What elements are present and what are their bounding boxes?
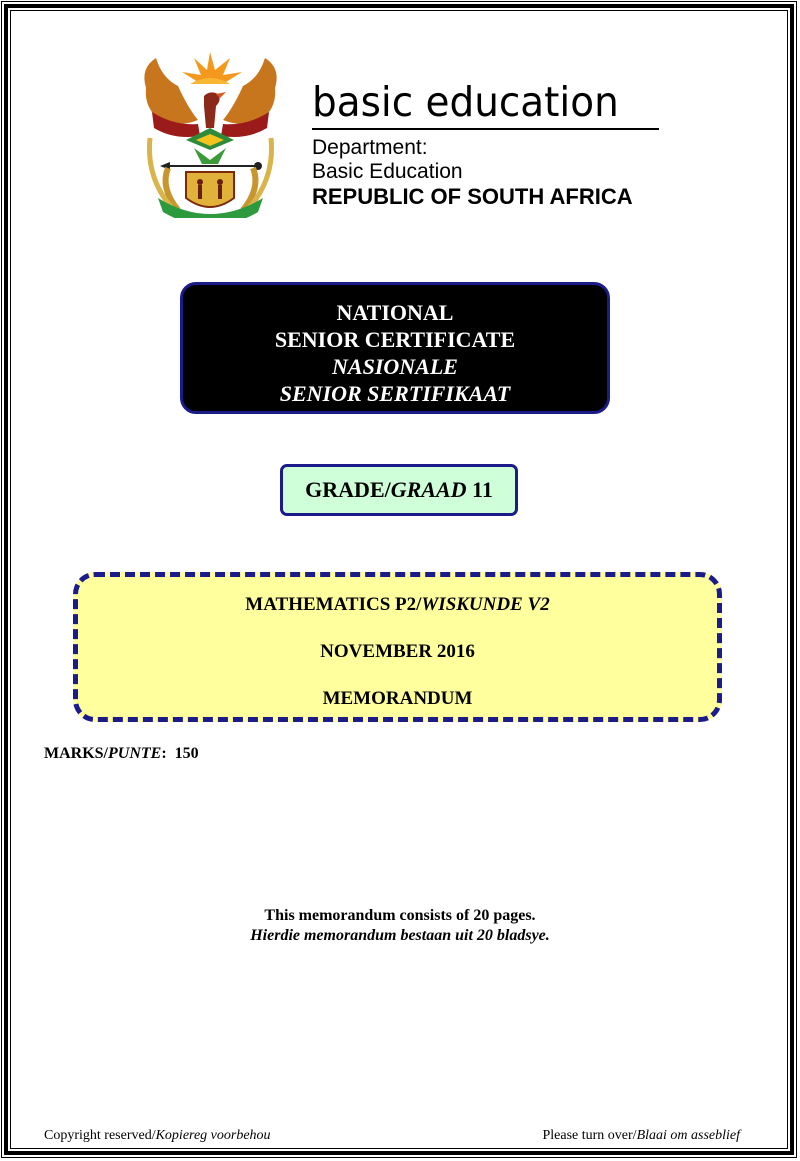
country-name: REPUBLIC OF SOUTH AFRICA — [312, 184, 633, 209]
coat-of-arms-icon — [138, 48, 283, 218]
page-count-en: This memorandum consists of 20 pages. — [264, 907, 536, 924]
footer-turn-over — [542, 1128, 740, 1144]
brand-divider — [312, 128, 659, 130]
grade-label-en: GRADE/ — [305, 477, 391, 502]
turn-over-en: Please turn over/ — [542, 1128, 637, 1143]
subject-panel — [73, 572, 722, 722]
marks-value: 150 — [174, 745, 199, 762]
certificate-line-3: NASIONALE — [332, 354, 458, 379]
copyright-en: Copyright reserved/ — [44, 1128, 156, 1143]
certificate-banner — [180, 282, 610, 414]
brand-title: basic education — [312, 78, 619, 126]
department-branding — [312, 78, 662, 210]
marks-label-en: MARKS/ — [44, 745, 108, 762]
footer-copyright — [44, 1128, 271, 1144]
grade-value: 11 — [466, 477, 493, 502]
total-marks — [44, 745, 199, 763]
exam-date: NOVEMBER 2016 — [320, 641, 475, 662]
subject-title-en: MATHEMATICS P2/ — [245, 594, 422, 615]
subject-title — [78, 594, 717, 616]
department-label: Department: — [312, 136, 428, 159]
document-type: MEMORANDUM — [322, 688, 473, 709]
grade-badge — [280, 464, 518, 516]
department-name: Basic Education — [312, 160, 463, 183]
page-count-note — [0, 906, 800, 946]
page-count-af: Hierdie memorandum bestaan uit 20 bladsye. — [250, 927, 550, 944]
subject-title-af: WISKUNDE V2 — [421, 594, 550, 615]
turn-over-af: Blaai om asseblief — [636, 1128, 740, 1143]
grade-label-af: GRAAD — [390, 477, 467, 502]
certificate-line-2: SENIOR CERTIFICATE — [274, 327, 516, 352]
marks-separator: : — [161, 745, 175, 762]
copyright-af: Kopiereg voorbehou — [155, 1128, 271, 1143]
certificate-line-4: SENIOR SERTIFIKAAT — [279, 381, 511, 406]
certificate-line-1: NATIONAL — [336, 300, 454, 325]
marks-label-af: PUNTE — [108, 745, 162, 762]
